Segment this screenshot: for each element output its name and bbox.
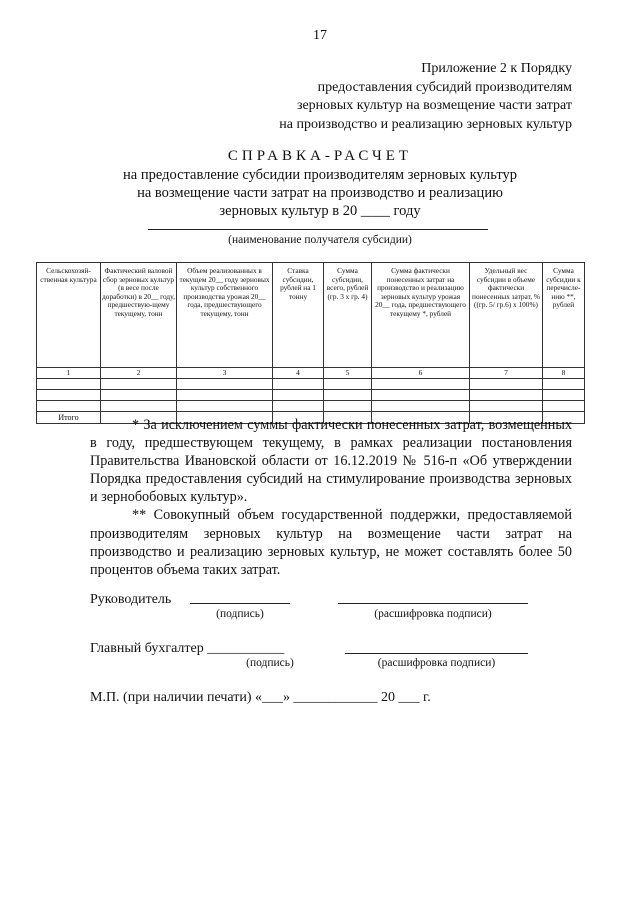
column-number: 2 [101,368,177,379]
table-header: Сумма фактически понесенных затрат на производство и реализацию зерновых культур урожая 20__ года, предшествующего текущему *, рублей [372,263,470,368]
head-decoding-line[interactable] [338,603,528,604]
accountant-decoding-line[interactable] [345,653,528,654]
appendix-line: Приложение 2 к Порядку [421,61,572,76]
table-cell[interactable] [372,401,470,412]
column-number: 1 [37,368,101,379]
table-row [37,390,585,401]
table-cell[interactable] [470,401,543,412]
table-cell[interactable] [101,379,177,390]
signature-caption: (подпись) [216,608,264,620]
table-cell[interactable] [324,390,372,401]
table-cell[interactable] [177,379,273,390]
decoding-caption: (расшифровка подписи) [377,657,496,669]
appendix-line: предоставления субсидий производителям [317,79,572,95]
table-cell[interactable] [273,379,324,390]
table-cell[interactable] [470,390,543,401]
table-cell[interactable] [470,379,543,390]
column-number: 5 [324,368,372,379]
table-header: Объем реализованных в текущем 20__ году зерновых культур собственного производства урожая 20__ года, предшествующего текущему, тонн [177,263,273,368]
total-label: Итого [37,412,101,424]
table-cell[interactable] [273,390,324,401]
subtitle-line: на возмещение части затрат на производство и реализацию [137,185,503,201]
footnote: * За исключением суммы фактически понесенных затрат, возмещенных в году, предшествующем текущему, в рамках реализации постановления Правительства Ивановской области от 16.12.2019 № 516-п «Об утверждении Порядка предоставления субсидий на стимулирование производства зерновых и зернобобовых культур». [90,417,572,506]
table-cell[interactable] [177,401,273,412]
table-header: Сельскохозяй-ственная культура [37,263,101,368]
head-signature-line[interactable] [190,603,290,604]
calculation-table [36,262,585,424]
column-number: 7 [470,368,543,379]
table-row [37,379,585,390]
table-cell[interactable] [177,390,273,401]
table-cell[interactable] [37,379,101,390]
column-number: 4 [273,368,324,379]
table-cell[interactable] [324,379,372,390]
table-header: Фактический валовой сбор зерновых культур (в весе после доработки) в 20__ году, предшествую-щему текущему, тонн [101,263,177,368]
table-row [37,401,585,412]
decoding-caption: (расшифровка подписи) [374,608,492,620]
table-cell[interactable] [543,390,585,401]
recipient-line [148,229,488,230]
table-header-row [37,263,585,368]
subtitle-line: зерновых культур в 20 ____ году [219,203,421,219]
table-header: Сумма субсидии к перечисле-нию **, рублей [543,263,585,368]
stamp-date-line: М.П. (при наличии печати) «___» ____________ 20 ___ г. [90,690,431,705]
appendix-header [279,60,572,134]
table-cell[interactable] [101,390,177,401]
document-subtitle [0,166,640,220]
table-cell[interactable] [543,379,585,390]
appendix-line: зерновых культур на возмещение части затрат [296,98,572,113]
appendix-line: на производство и реализацию зерновых культур [279,116,572,132]
column-number: 3 [177,368,273,379]
column-number: 8 [543,368,585,379]
page-number: 17 [313,28,327,43]
table-cell[interactable] [324,401,372,412]
subtitle-line: на предоставление субсидии производителям зерновых культур [123,167,517,183]
table-cell[interactable] [37,390,101,401]
table-cell[interactable] [37,401,101,412]
table-cell[interactable] [273,401,324,412]
head-label: Руководитель [90,592,172,607]
accountant-label: Главный бухгалтер ___________ [90,641,285,656]
recipient-caption: (наименование получателя субсидии) [228,234,412,246]
signature-caption: (подпись) [246,657,294,669]
footnote: ** Совокупный объем государственной поддержки, предоставляемой производителям зерновых культур на возмещение части затрат на производство и реализацию зерновых культур, не может составлять более 50 процентов объема таких затрат. [90,507,572,578]
table-header: Удельный вес субсидии в объеме фактически понесенных затрат, % ((гр. 5/ гр.6) х 100%) [470,263,543,368]
table-cell[interactable] [101,401,177,412]
table-header: Сумма субсидии, всего, рублей (гр. 3 х гр. 4) [324,263,372,368]
table-cell[interactable] [543,401,585,412]
document-title: СПРАВКА-РАСЧЕТ [227,148,413,164]
table-cell[interactable] [372,390,470,401]
table-header: Ставка субсидии, рублей на 1 тонну [273,263,324,368]
column-number-row [37,368,585,379]
footnotes [90,416,572,579]
column-number: 6 [372,368,470,379]
table-cell[interactable] [372,379,470,390]
